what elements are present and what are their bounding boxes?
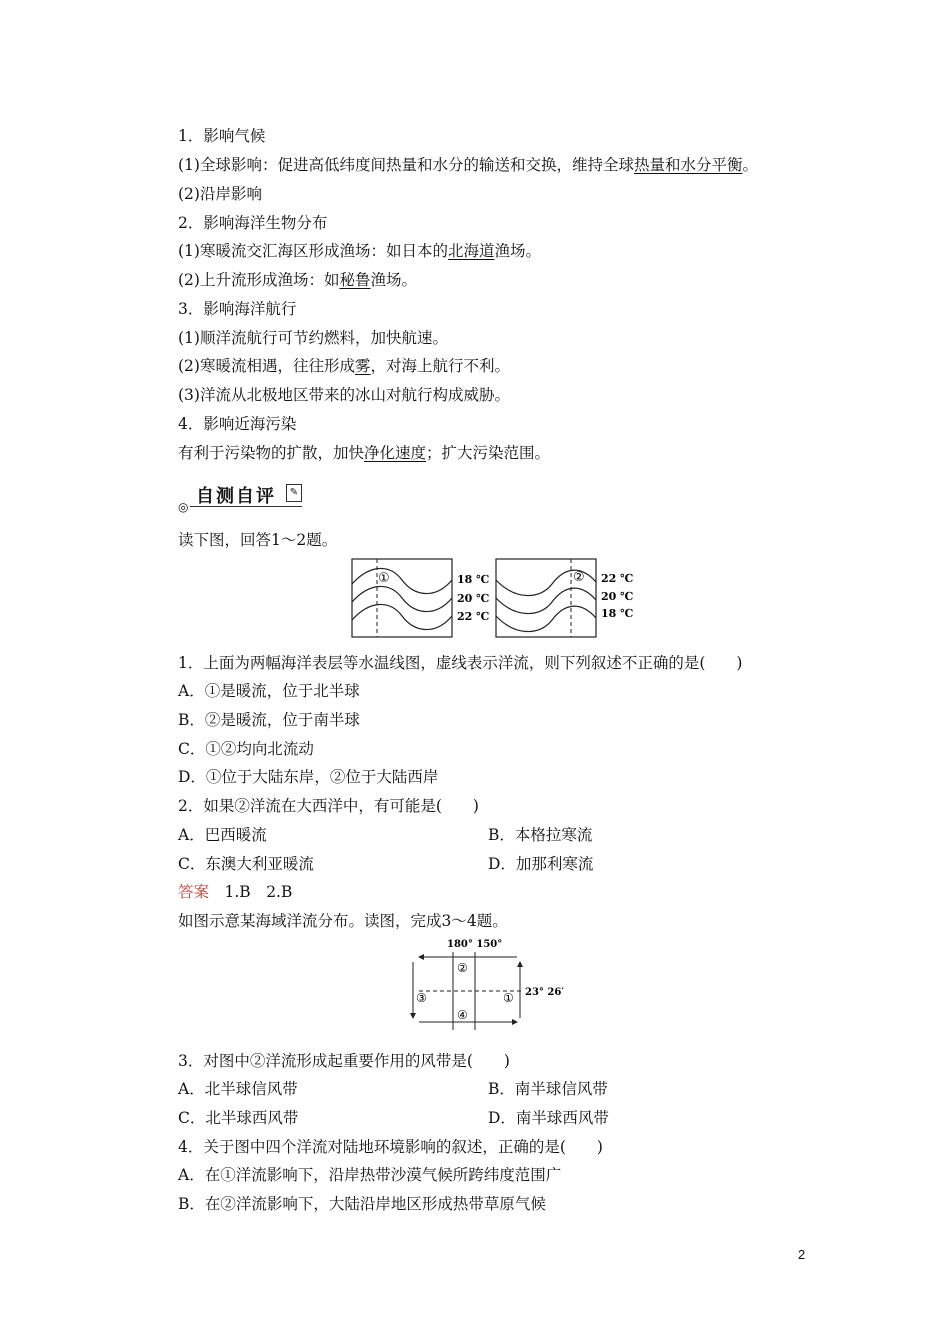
current-figure	[405, 934, 595, 1034]
longitude-label: 180° 150°	[447, 939, 503, 950]
question-2-option-a: A．巴西暖流	[178, 826, 267, 844]
heading-navigation: 3．影响海洋航行	[178, 300, 297, 318]
answer-text: 1.B 2.B	[209, 883, 293, 901]
note-fishing-ground-1: (1)寒暖流交汇海区形成渔场：如日本的北海道渔场。	[178, 242, 541, 260]
isotherm-figure	[340, 556, 640, 642]
question-1: 1．上面为两幅海洋表层等水温线图，虚线表示洋流，则下列叙述不正确的是( )	[178, 654, 743, 672]
note-navigation-2: (2)寒暖流相遇，往往形成雾，对海上航行不利。	[178, 357, 510, 375]
question-1-option-a: A．①是暖流，位于北半球	[178, 682, 360, 700]
question-4-option-a: A．在①洋流影响下，沿岸热带沙漠气候所跨纬度范围广	[178, 1166, 562, 1184]
question-1-option-c: C．①②均向北流动	[178, 740, 314, 758]
pen-icon: ✎	[286, 484, 302, 502]
question-2-option-c: C．东澳大利亚暖流	[178, 855, 314, 873]
question-1-option-d: D．①位于大陆东岸，②位于大陆西岸	[178, 768, 439, 786]
heading-climate: 1．影响气候	[178, 127, 266, 145]
question-2: 2．如果②洋流在大西洋中，有可能是( )	[178, 797, 479, 815]
question-3: 3．对图中②洋流形成起重要作用的风带是( )	[178, 1052, 510, 1070]
question-3-option-c: C．北半球西风带	[178, 1109, 299, 1127]
page-number: 2	[798, 1247, 806, 1262]
note-coastal-impact: (2)沿岸影响	[178, 185, 262, 203]
question-2-option-d: D．加那利寒流	[488, 855, 594, 873]
question-4: 4．关于图中四个洋流对陆地环境影响的叙述，正确的是( )	[178, 1138, 603, 1156]
marker-1: ①	[503, 991, 514, 1005]
note-fishing-ground-2: (2)上升流形成渔场：如秘鲁渔场。	[178, 271, 417, 289]
marker-3: ③	[416, 991, 427, 1005]
right-marker: ②	[573, 570, 585, 585]
left-label-3: 22 ℃	[457, 610, 490, 623]
note-navigation-3: (3)洋流从北极地区带来的冰山对航行构成威胁。	[178, 386, 510, 404]
question-3-option-a: A．北半球信风带	[178, 1080, 298, 1098]
heading-pollution: 4．影响近海污染	[178, 415, 297, 433]
left-marker: ①	[378, 571, 390, 586]
answer-line	[178, 882, 292, 902]
left-label-1: 18 ℃	[457, 573, 490, 586]
marker-2: ②	[457, 961, 468, 975]
q34-intro: 如图示意某海域洋流分布。读图，完成3～4题。	[178, 912, 508, 930]
note-pollution: 有利于污染物的扩散，加快净化速度；扩大污染范围。	[178, 444, 551, 462]
right-label-3: 18 ℃	[601, 607, 634, 620]
question-1-option-b: B．②是暖流，位于南半球	[178, 711, 360, 729]
left-isotherm-3	[352, 604, 452, 629]
q12-intro: 读下图，回答1～2题。	[178, 531, 338, 549]
marker-4: ④	[457, 1008, 468, 1022]
note-global-impact: (1)全球影响：促进高低纬度间热量和水分的输送和交换，维持全球热量和水分平衡。	[178, 156, 758, 174]
question-3-option-b: B．南半球信风带	[488, 1080, 608, 1098]
right-label-2: 20 ℃	[601, 590, 634, 603]
heading-marine-life: 2．影响海洋生物分布	[178, 214, 328, 232]
question-2-option-b: B．本格拉寒流	[488, 826, 593, 844]
section-rule	[190, 506, 302, 507]
section-title: 自测自评	[196, 486, 276, 507]
left-label-2: 20 ℃	[457, 592, 490, 605]
section-header	[178, 480, 308, 512]
question-4-option-b: B．在②洋流影响下，大陆沿岸地区形成热带草原气候	[178, 1195, 546, 1213]
answer-label: 答案	[178, 883, 210, 901]
question-3-option-d: D．南半球西风带	[488, 1109, 609, 1127]
right-label-1: 22 ℃	[601, 572, 634, 585]
circle-icon: ◎	[178, 500, 189, 514]
latitude-label: 23° 26′	[525, 987, 564, 998]
note-navigation-1: (1)顺洋流航行可节约燃料，加快航速。	[178, 329, 448, 347]
